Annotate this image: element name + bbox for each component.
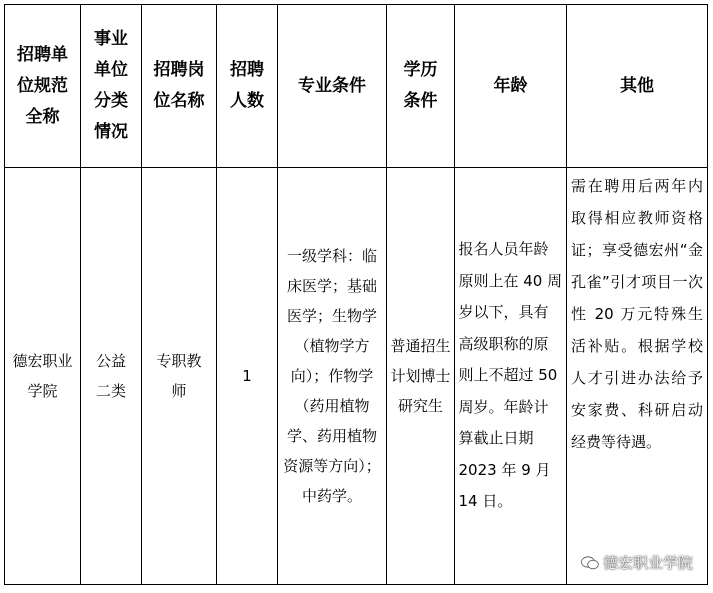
header-cell-unit-category: 事业单位分类情况	[81, 5, 142, 168]
header-cell-major: 专业条件	[278, 5, 387, 168]
watermark-text: 德宏职业学院	[602, 554, 693, 572]
wechat-icon	[581, 556, 599, 570]
cell-unit-category: 公益二类	[81, 168, 142, 585]
cell-headcount: 1	[217, 168, 278, 585]
cell-education: 普通招生计划博士研究生	[387, 168, 455, 585]
header-cell-education: 学历条件	[387, 5, 455, 168]
header-row	[5, 5, 708, 168]
table-row	[5, 168, 708, 585]
cell-unit-name: 德宏职业学院	[5, 168, 81, 585]
header-cell-headcount: 招聘人数	[217, 5, 278, 168]
watermark	[581, 552, 693, 573]
recruitment-table	[4, 4, 708, 585]
header-cell-position: 招聘岗位名称	[142, 5, 217, 168]
cell-age: 报名人员年龄原则上在 40 周岁以下，具有高级职称的原则上不超过 50 周岁。年龄计算截止日期 2023 年 9 月 14 日。	[455, 168, 567, 585]
header-cell-age: 年龄	[455, 5, 567, 168]
cell-position: 专职教师	[142, 168, 217, 585]
header-cell-unit-name: 招聘单位规范全称	[5, 5, 81, 168]
cell-other: 需在聘用后两年内取得相应教师资格证；享受德宏州“金孔雀”引才项目一次性 20 万元特殊生活补贴。根据学校人才引进办法给予安家费、科研启动经费等待遇。	[567, 168, 708, 585]
cell-major: 一级学科：临床医学；基础医学；生物学（植物学方向）；作物学（药用植物学、药用植物资源等方向）；中药学。	[278, 168, 387, 585]
header-cell-other: 其他	[567, 5, 708, 168]
